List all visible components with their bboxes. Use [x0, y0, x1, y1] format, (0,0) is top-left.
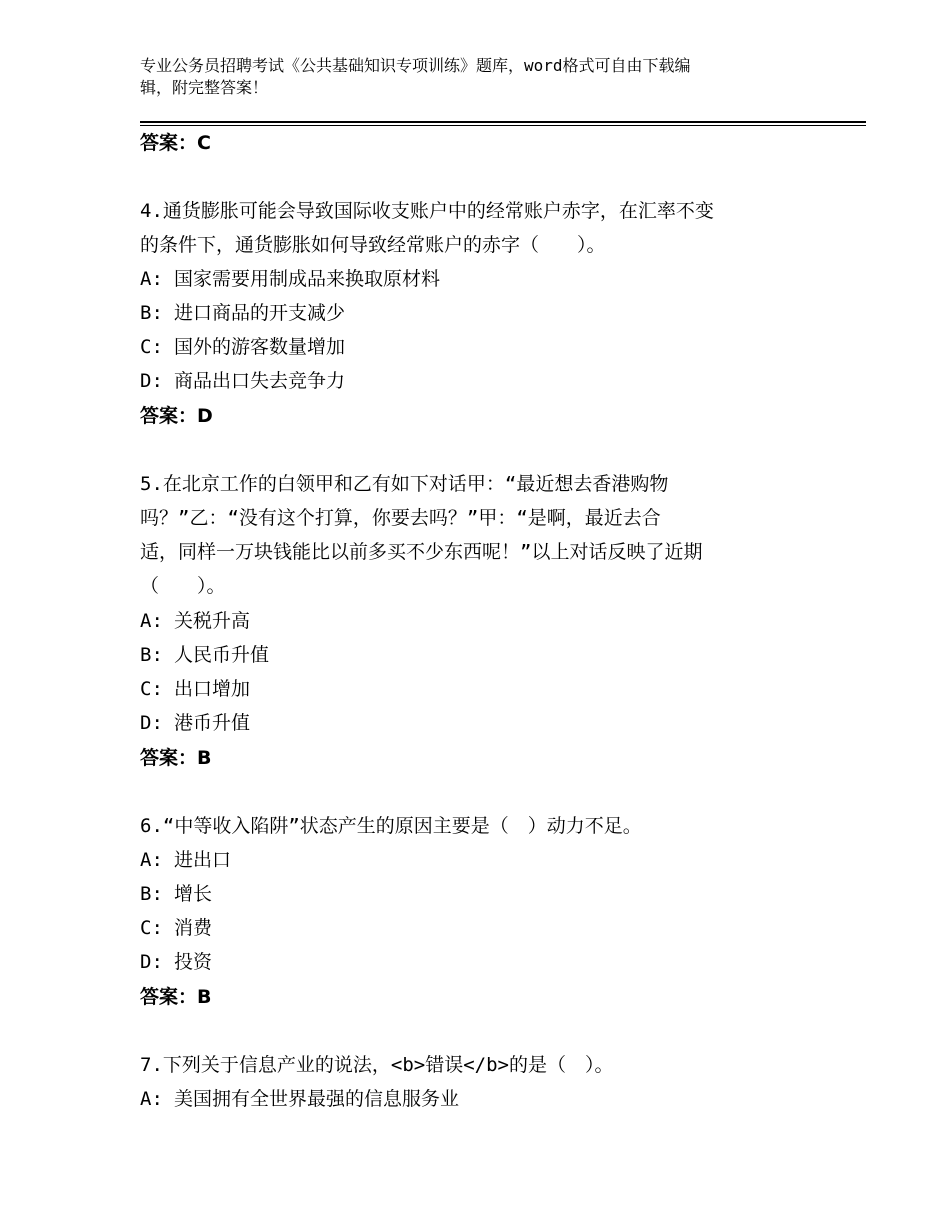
question-4-answer: 答案：D: [140, 405, 213, 427]
question-7-line-1: 7.下列关于信息产业的说法，<b>错误</b>的是（ ）。: [140, 1054, 614, 1076]
previous-answer: 答案：C: [140, 132, 211, 154]
question-4-line-1: 4.通货膨胀可能会导致国际收支账户中的经常账户赤字，在汇率不变: [140, 200, 714, 222]
header-line-2: 辑，附完整答案！: [140, 78, 269, 97]
question-5-line-4: （ ）。: [140, 575, 226, 597]
header-line-1: 专业公务员招聘考试《公共基础知识专项训练》题库，word格式可自由下载编: [140, 56, 691, 75]
question-6-answer: 答案：B: [140, 986, 212, 1008]
option-label: A:: [140, 1088, 163, 1110]
question-4-option-d: [140, 369, 345, 393]
question-6-option-b: [140, 882, 212, 906]
question-5-option-a: [140, 609, 250, 633]
question-5-option-b: [140, 643, 269, 667]
option-text: 出口增加: [174, 678, 251, 700]
option-label: D:: [140, 370, 163, 392]
option-text: 消费: [174, 917, 213, 939]
option-text: 增长: [174, 883, 213, 905]
question-6-line-1: 6.“中等收入陷阱”状态产生的原因主要是（ ）动力不足。: [140, 815, 642, 837]
question-5-line-2: 吗？”乙：“没有这个打算，你要去吗？”甲：“是啊，最近去合: [140, 507, 661, 529]
option-text: 国家需要用制成品来换取原材料: [174, 268, 441, 290]
option-label: D:: [140, 951, 163, 973]
option-label: D:: [140, 712, 163, 734]
option-label: C:: [140, 678, 163, 700]
question-5-option-d: [140, 711, 250, 735]
option-text: 投资: [174, 951, 213, 973]
question-5-answer: 答案：B: [140, 747, 212, 769]
option-text: 港币升值: [174, 712, 251, 734]
question-6-option-c: [140, 916, 212, 940]
document-header: [140, 55, 790, 99]
question-5-option-c: [140, 677, 250, 701]
question-5-line-3: 适，同样一万块钱能比以前多买不少东西呢！”以上对话反映了近期: [140, 541, 703, 563]
question-4-option-b: [140, 301, 345, 325]
question-5-line-1: 5.在北京工作的白领甲和乙有如下对话甲：“最近想去香港购物: [140, 473, 669, 495]
option-label: C:: [140, 917, 163, 939]
question-6-option-d: [140, 950, 212, 974]
question-6-option-a: [140, 848, 231, 872]
question-4-option-a: [140, 267, 440, 291]
option-text: 美国拥有全世界最强的信息服务业: [174, 1088, 460, 1110]
option-label: A:: [140, 610, 163, 632]
question-4-option-c: [140, 335, 345, 359]
option-label: C:: [140, 336, 163, 358]
option-label: B:: [140, 644, 163, 666]
option-label: B:: [140, 883, 163, 905]
option-text: 国外的游客数量增加: [174, 336, 346, 358]
option-text: 商品出口失去竞争力: [174, 370, 346, 392]
question-7-option-a: [140, 1087, 459, 1111]
option-text: 关税升高: [174, 610, 251, 632]
option-text: 人民币升值: [174, 644, 270, 666]
question-4-line-2: 的条件下，通货膨胀如何导致经常账户的赤字（ ）。: [140, 234, 606, 256]
option-label: A:: [140, 849, 163, 871]
option-label: A:: [140, 268, 163, 290]
option-text: 进出口: [174, 849, 232, 871]
header-rule-thin: [140, 125, 866, 126]
option-text: 进口商品的开支减少: [174, 302, 346, 324]
option-label: B:: [140, 302, 163, 324]
header-rule-thick: [140, 121, 866, 123]
